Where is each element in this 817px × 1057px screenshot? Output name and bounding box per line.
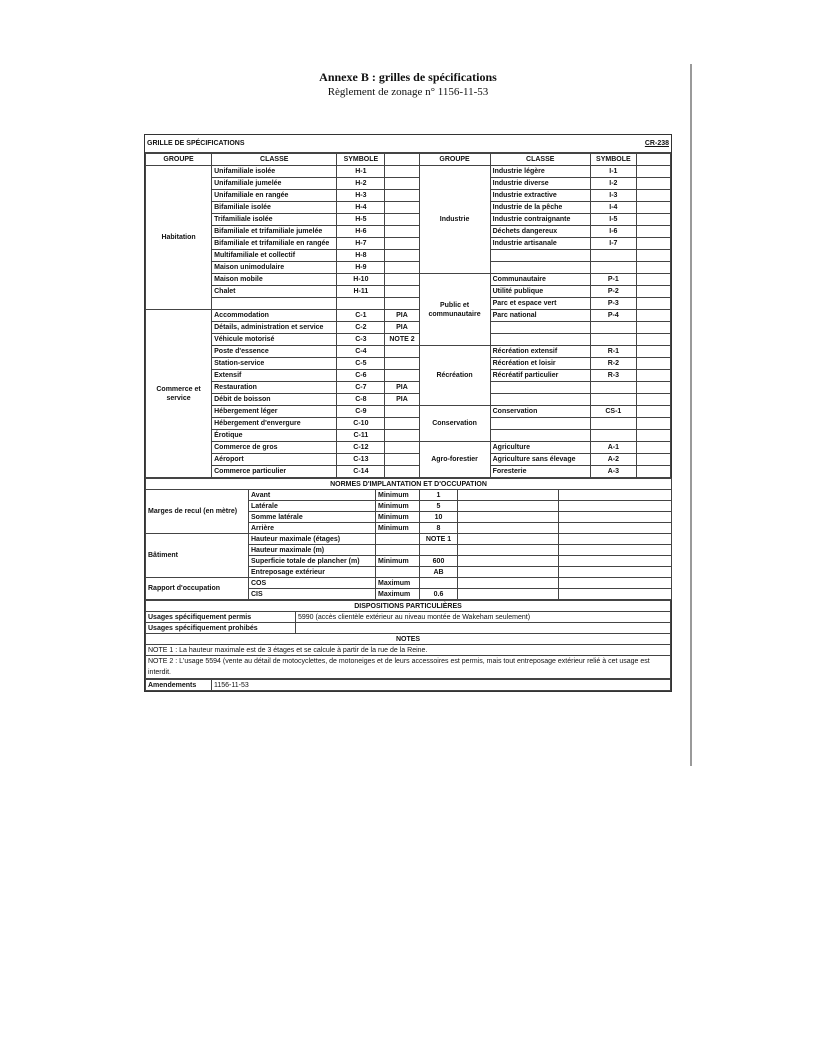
- class-note: [385, 178, 419, 190]
- class-row: [146, 178, 671, 190]
- amendements-value: 1156-11-53: [212, 680, 671, 691]
- group-name: Industrie: [419, 166, 490, 274]
- norme-extra: [559, 512, 672, 523]
- class-note: [636, 286, 670, 298]
- norme-extra: [559, 523, 672, 534]
- norme-group-label: Rapport d'occupation: [146, 578, 249, 600]
- class-symbol: H-9: [337, 262, 385, 274]
- class-name: Poste d'essence: [212, 346, 337, 358]
- class-name: [490, 250, 590, 262]
- norme-extra: [458, 490, 559, 501]
- class-symbol: I-2: [590, 178, 636, 190]
- class-name: Industrie légère: [490, 166, 590, 178]
- class-note: [385, 262, 419, 274]
- note-1: NOTE 1 : La hauteur maximale est de 3 étages et se calcule à partir de la rue de la Reine.: [146, 645, 671, 656]
- dispositions-table: [145, 600, 671, 679]
- norme-extra: [559, 556, 672, 567]
- norme-value: 8: [420, 523, 458, 534]
- notes-title: NOTES: [146, 634, 671, 645]
- class-symbol: P-3: [590, 298, 636, 310]
- class-symbol: C-11: [337, 430, 385, 442]
- norme-extra: [458, 501, 559, 512]
- class-row: [146, 322, 671, 334]
- class-symbol: C-8: [337, 394, 385, 406]
- class-note: [385, 358, 419, 370]
- norme-extra: [559, 534, 672, 545]
- class-note: [385, 274, 419, 286]
- norme-extra: [458, 578, 559, 589]
- class-row: [146, 310, 671, 322]
- class-note: [636, 394, 670, 406]
- class-row: [146, 370, 671, 382]
- class-note: [636, 178, 670, 190]
- group-name: Agro-forestier: [419, 442, 490, 478]
- dispositions-title: DISPOSITIONS PARTICULIÈRES: [146, 601, 671, 612]
- class-name: Bifamiliale isolée: [212, 202, 337, 214]
- prohibes-value: [296, 623, 671, 634]
- class-symbol: C-3: [337, 334, 385, 346]
- permis-value: 5990 (accès clientèle extérieur au niveau montée de Wakeham seulement): [296, 612, 671, 623]
- norme-value: 0.6: [420, 589, 458, 600]
- class-name: Récréatif particulier: [490, 370, 590, 382]
- class-note: [385, 442, 419, 454]
- class-note: [636, 454, 670, 466]
- class-note: [385, 166, 419, 178]
- class-symbol: R-2: [590, 358, 636, 370]
- class-symbol: C-6: [337, 370, 385, 382]
- class-name: Bifamiliale et trifamiliale jumelée: [212, 226, 337, 238]
- class-row: [146, 394, 671, 406]
- class-symbol: C-9: [337, 406, 385, 418]
- class-row: [146, 298, 671, 310]
- norme-group-label: Bâtiment: [146, 534, 249, 578]
- class-row: [146, 454, 671, 466]
- group-name: Public et communautaire: [419, 274, 490, 346]
- norme-item: Hauteur maximale (étages): [249, 534, 376, 545]
- group-name: Conservation: [419, 406, 490, 442]
- class-name: Extensif: [212, 370, 337, 382]
- norme-item: Entreposage extérieur: [249, 567, 376, 578]
- class-note: [636, 370, 670, 382]
- class-symbol: H-11: [337, 286, 385, 298]
- class-name: Récréation et loisir: [490, 358, 590, 370]
- class-note: [636, 322, 670, 334]
- class-row: [146, 214, 671, 226]
- class-note: [385, 418, 419, 430]
- class-symbol: [590, 382, 636, 394]
- class-name: [490, 394, 590, 406]
- class-note: [636, 190, 670, 202]
- class-symbol: [590, 250, 636, 262]
- class-symbol: H-5: [337, 214, 385, 226]
- class-symbol: C-2: [337, 322, 385, 334]
- class-name: [490, 418, 590, 430]
- page-edge-line: [690, 64, 692, 766]
- class-note: [636, 346, 670, 358]
- norme-item: Avant: [249, 490, 376, 501]
- norme-value: 1: [420, 490, 458, 501]
- class-symbol: R-3: [590, 370, 636, 382]
- norme-qualifier: Minimum: [376, 556, 420, 567]
- class-symbol: P-1: [590, 274, 636, 286]
- class-row: [146, 466, 671, 478]
- class-note: [385, 454, 419, 466]
- class-note: [636, 298, 670, 310]
- norme-item: Latérale: [249, 501, 376, 512]
- class-row: [146, 442, 671, 454]
- class-note: PIA: [385, 382, 419, 394]
- class-symbol: C-5: [337, 358, 385, 370]
- amendements-table: [145, 679, 671, 691]
- class-row: [146, 286, 671, 298]
- norme-qualifier: [376, 567, 420, 578]
- group-name: Habitation: [146, 166, 212, 310]
- normes-table: [145, 478, 672, 600]
- norme-qualifier: Minimum: [376, 512, 420, 523]
- class-note: [636, 466, 670, 478]
- class-symbol: A-1: [590, 442, 636, 454]
- class-name: Conservation: [490, 406, 590, 418]
- class-row: [146, 274, 671, 286]
- norme-item: Somme latérale: [249, 512, 376, 523]
- specification-grid: [144, 134, 672, 692]
- col-header-classe: CLASSE: [212, 154, 337, 166]
- class-name: Déchets dangereux: [490, 226, 590, 238]
- class-symbol: A-3: [590, 466, 636, 478]
- class-note: PIA: [385, 310, 419, 322]
- class-name: Récréation extensif: [490, 346, 590, 358]
- class-note: [636, 310, 670, 322]
- class-symbol: A-2: [590, 454, 636, 466]
- class-name: Agriculture: [490, 442, 590, 454]
- class-name: Industrie artisanale: [490, 238, 590, 250]
- class-note: [636, 274, 670, 286]
- norme-item: Superficie totale de plancher (m): [249, 556, 376, 567]
- norme-qualifier: Minimum: [376, 501, 420, 512]
- class-symbol: H-2: [337, 178, 385, 190]
- class-name: [212, 298, 337, 310]
- class-name: Restauration: [212, 382, 337, 394]
- class-symbol: C-10: [337, 418, 385, 430]
- class-name: Agriculture sans élevage: [490, 454, 590, 466]
- class-note: [636, 334, 670, 346]
- class-note: [385, 238, 419, 250]
- norme-item: COS: [249, 578, 376, 589]
- norme-qualifier: Minimum: [376, 523, 420, 534]
- class-name: Érotique: [212, 430, 337, 442]
- class-row: [146, 250, 671, 262]
- class-name: Maison mobile: [212, 274, 337, 286]
- class-symbol: I-5: [590, 214, 636, 226]
- class-symbol: P-2: [590, 286, 636, 298]
- class-symbol: I-1: [590, 166, 636, 178]
- note-2: NOTE 2 : L'usage 5594 (vente au détail de motocyclettes, de motoneiges et de leurs accessoires est permis, mais tout entreposage extérieur relié à cet usage est interdit.: [146, 656, 671, 679]
- class-row: [146, 202, 671, 214]
- norme-extra: [559, 545, 672, 556]
- class-note: [636, 262, 670, 274]
- class-name: Industrie extractive: [490, 190, 590, 202]
- norme-item: CIS: [249, 589, 376, 600]
- class-note: [636, 382, 670, 394]
- class-symbol: H-1: [337, 166, 385, 178]
- class-note: [385, 466, 419, 478]
- class-row: [146, 346, 671, 358]
- class-name: Industrie contraignante: [490, 214, 590, 226]
- class-symbol: C-7: [337, 382, 385, 394]
- classes-table: [145, 153, 671, 478]
- class-row: [146, 418, 671, 430]
- norme-extra: [559, 567, 672, 578]
- norme-value: 5: [420, 501, 458, 512]
- norme-extra: [458, 567, 559, 578]
- grid-title: GRILLE DE SPÉCIFICATIONS: [145, 135, 607, 153]
- class-symbol: P-4: [590, 310, 636, 322]
- class-name: Industrie de la pêche: [490, 202, 590, 214]
- norme-value: [420, 578, 458, 589]
- class-name: Parc national: [490, 310, 590, 322]
- class-note: PIA: [385, 322, 419, 334]
- norme-value: NOTE 1: [420, 534, 458, 545]
- annex-title: Annexe B : grilles de spécifications: [319, 70, 497, 84]
- class-name: Communautaire: [490, 274, 590, 286]
- class-row: [146, 334, 671, 346]
- class-name: Aéroport: [212, 454, 337, 466]
- class-note: [636, 442, 670, 454]
- class-row: [146, 406, 671, 418]
- norme-extra: [559, 589, 672, 600]
- norme-item: Hauteur maximale (m): [249, 545, 376, 556]
- norme-extra: [458, 534, 559, 545]
- class-name: Véhicule motorisé: [212, 334, 337, 346]
- class-name: Unifamiliale en rangée: [212, 190, 337, 202]
- class-note: [385, 190, 419, 202]
- class-name: Commerce de gros: [212, 442, 337, 454]
- annex-subtitle: Règlement de zonage n° 1156-11-53: [327, 86, 489, 98]
- class-note: [385, 214, 419, 226]
- class-symbol: C-1: [337, 310, 385, 322]
- class-note: [385, 226, 419, 238]
- class-row: [146, 262, 671, 274]
- class-name: Industrie diverse: [490, 178, 590, 190]
- class-name: Station-service: [212, 358, 337, 370]
- class-note: [636, 214, 670, 226]
- class-note: [385, 298, 419, 310]
- class-row: [146, 166, 671, 178]
- class-symbol: C-14: [337, 466, 385, 478]
- class-name: [490, 430, 590, 442]
- zone-code: CR-238: [607, 135, 671, 153]
- class-symbol: R-1: [590, 346, 636, 358]
- class-symbol: H-6: [337, 226, 385, 238]
- class-note: [385, 250, 419, 262]
- class-symbol: [590, 418, 636, 430]
- class-symbol: [590, 334, 636, 346]
- class-name: Multifamiliale et collectif: [212, 250, 337, 262]
- prohibes-label: Usages spécifiquement prohibés: [146, 623, 296, 634]
- group-name: Récréation: [419, 346, 490, 406]
- class-name: Trifamiliale isolée: [212, 214, 337, 226]
- norme-qualifier: Maximum: [376, 578, 420, 589]
- class-row: [146, 226, 671, 238]
- norme-qualifier: Maximum: [376, 589, 420, 600]
- class-note: [385, 370, 419, 382]
- class-symbol: H-4: [337, 202, 385, 214]
- norme-value: 10: [420, 512, 458, 523]
- class-name: Foresterie: [490, 466, 590, 478]
- norme-qualifier: [376, 534, 420, 545]
- class-note: [385, 202, 419, 214]
- class-symbol: H-10: [337, 274, 385, 286]
- norme-extra: [458, 556, 559, 567]
- class-name: Débit de boisson: [212, 394, 337, 406]
- class-symbol: [590, 262, 636, 274]
- class-row: [146, 358, 671, 370]
- class-name: Bifamiliale et trifamiliale en rangée: [212, 238, 337, 250]
- class-note: [636, 430, 670, 442]
- class-name: Unifamiliale isolée: [212, 166, 337, 178]
- class-note: [636, 250, 670, 262]
- norme-value: [420, 545, 458, 556]
- normes-title: NORMES D'IMPLANTATION ET D'OCCUPATION: [146, 479, 672, 490]
- norme-item: Arrière: [249, 523, 376, 534]
- col-header-groupe: GROUPE: [146, 154, 212, 166]
- class-note: PIA: [385, 394, 419, 406]
- class-note: [636, 406, 670, 418]
- class-name: Chalet: [212, 286, 337, 298]
- class-name: Hébergement d'envergure: [212, 418, 337, 430]
- class-symbol: CS-1: [590, 406, 636, 418]
- class-name: Utilité publique: [490, 286, 590, 298]
- grid-title-table: [145, 135, 671, 153]
- col-header-classe: CLASSE: [490, 154, 590, 166]
- class-symbol: H-7: [337, 238, 385, 250]
- class-note: [636, 418, 670, 430]
- class-symbol: I-4: [590, 202, 636, 214]
- class-note: [636, 166, 670, 178]
- amendements-label: Amendements: [146, 680, 212, 691]
- class-note: [385, 430, 419, 442]
- class-symbol: [590, 394, 636, 406]
- class-note: [636, 226, 670, 238]
- class-name: [490, 262, 590, 274]
- group-name: Commerce et service: [146, 310, 212, 478]
- class-symbol: I-7: [590, 238, 636, 250]
- class-symbol: [337, 298, 385, 310]
- class-name: [490, 382, 590, 394]
- class-note: [636, 238, 670, 250]
- norme-extra: [559, 501, 672, 512]
- class-row: [146, 238, 671, 250]
- class-symbol: [590, 322, 636, 334]
- col-header-symbole: SYMBOLE: [337, 154, 385, 166]
- class-symbol: H-8: [337, 250, 385, 262]
- class-symbol: I-3: [590, 190, 636, 202]
- class-symbol: C-13: [337, 454, 385, 466]
- class-symbol: [590, 430, 636, 442]
- class-note: [636, 358, 670, 370]
- norme-extra: [458, 523, 559, 534]
- class-symbol: C-4: [337, 346, 385, 358]
- col-header-symbole: SYMBOLE: [590, 154, 636, 166]
- norme-value: AB: [420, 567, 458, 578]
- class-name: Détails, administration et service: [212, 322, 337, 334]
- class-note: [636, 202, 670, 214]
- col-header-groupe: GROUPE: [419, 154, 490, 166]
- norme-group-label: Marges de recul (en mètre): [146, 490, 249, 534]
- class-symbol: C-12: [337, 442, 385, 454]
- norme-value: 600: [420, 556, 458, 567]
- class-name: Accommodation: [212, 310, 337, 322]
- class-note: [385, 406, 419, 418]
- norme-qualifier: [376, 545, 420, 556]
- norme-extra: [458, 512, 559, 523]
- col-header-note: [385, 154, 419, 166]
- class-name: Hébergement léger: [212, 406, 337, 418]
- class-symbol: H-3: [337, 190, 385, 202]
- class-row: [146, 382, 671, 394]
- class-note: [385, 286, 419, 298]
- class-name: [490, 334, 590, 346]
- norme-extra: [458, 545, 559, 556]
- norme-extra: [458, 589, 559, 600]
- class-name: Parc et espace vert: [490, 298, 590, 310]
- class-name: Maison unimodulaire: [212, 262, 337, 274]
- class-note: NOTE 2: [385, 334, 419, 346]
- class-note: [385, 346, 419, 358]
- norme-extra: [559, 578, 672, 589]
- col-header-note: [636, 154, 670, 166]
- class-symbol: I-6: [590, 226, 636, 238]
- norme-qualifier: Minimum: [376, 490, 420, 501]
- class-name: Unifamiliale jumelée: [212, 178, 337, 190]
- class-name: [490, 322, 590, 334]
- class-row: [146, 430, 671, 442]
- class-name: Commerce particulier: [212, 466, 337, 478]
- norme-extra: [559, 490, 672, 501]
- class-row: [146, 190, 671, 202]
- permis-label: Usages spécifiquement permis: [146, 612, 296, 623]
